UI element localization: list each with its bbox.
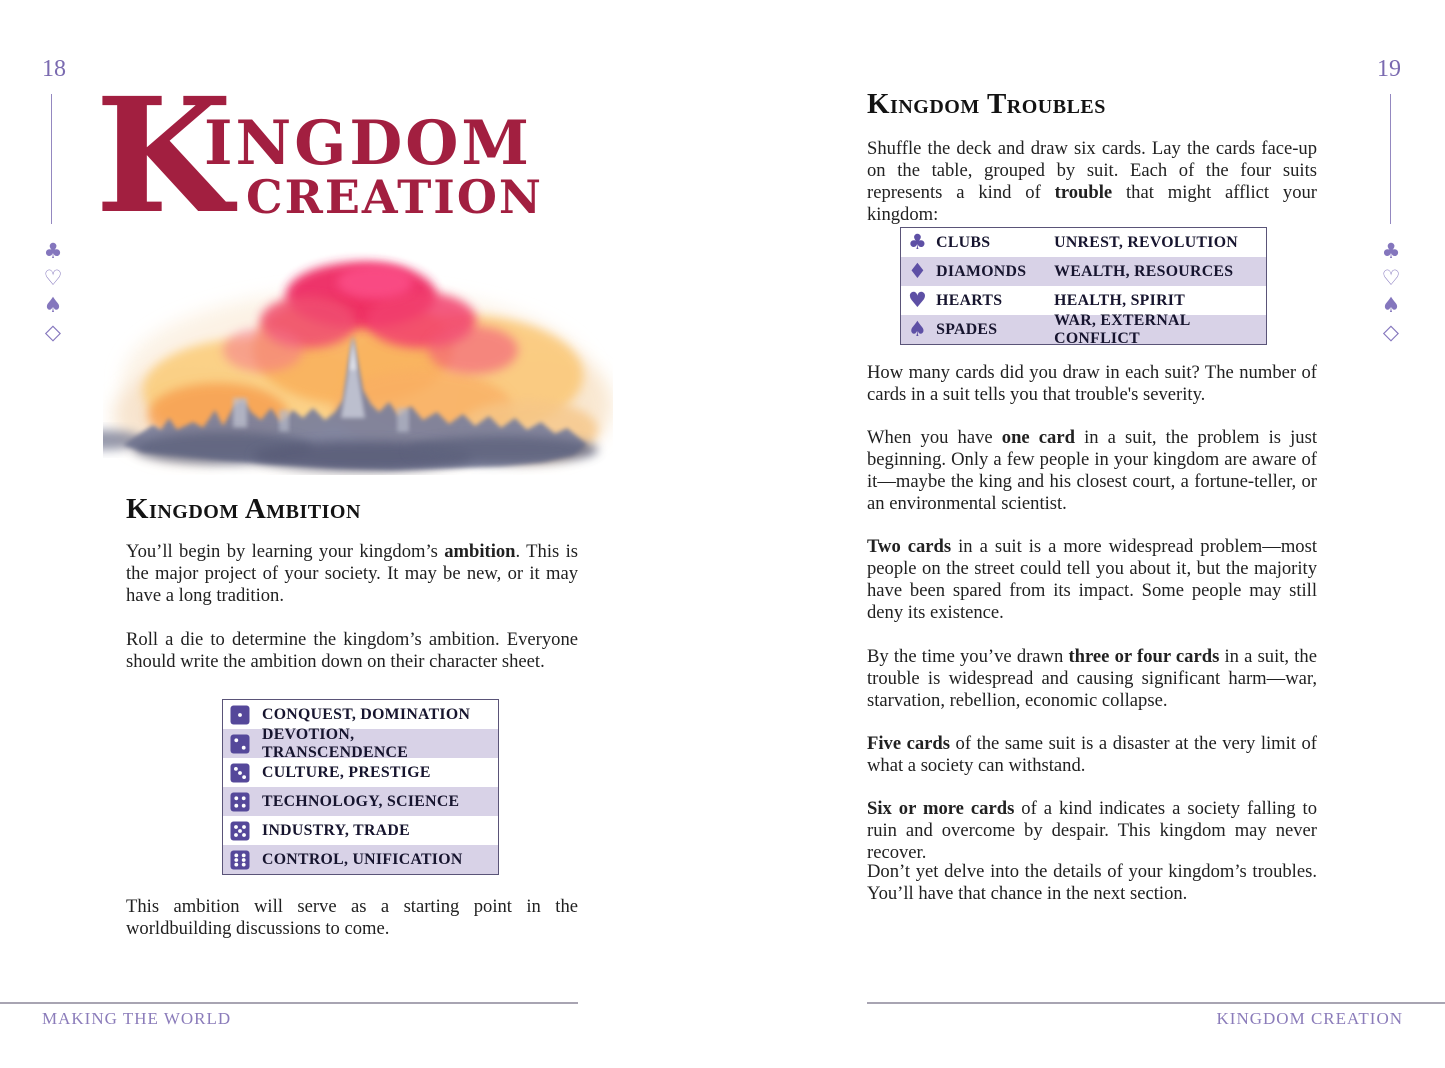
bold-text: three or four cards	[1068, 646, 1220, 667]
right-margin-suits	[1378, 240, 1404, 343]
text: in a suit, the problem is just beginning. Only a few people in your kingdom are aware of it—maybe the king and his closest court, a fortune-teller, or an environmental scientist.	[867, 427, 1317, 514]
troubles-paragraph-7	[867, 798, 1317, 864]
ambition-closing-paragraph	[126, 896, 578, 940]
text: This ambition will serve as a starting point in the worldbuilding discussions to come.	[126, 896, 578, 939]
dice-row-label: TECHNOLOGY, SCIENCE	[262, 792, 460, 810]
suit-table-row	[901, 311, 1266, 347]
text: Roll a die to determine the kingdom’s ambition. Everyone should write the ambition down on their character sheet.	[126, 629, 578, 672]
dice-table-row	[223, 816, 498, 845]
bold-text: Six or more cards	[867, 798, 1015, 819]
suit-table-row	[901, 228, 1266, 257]
die-5-icon	[230, 821, 250, 841]
suit-name: SPADES	[936, 320, 998, 338]
kingdom-title-subtitle: CREATION	[246, 170, 543, 224]
ambition-paragraph-1	[126, 541, 578, 607]
suit-name: HEARTS	[936, 291, 1003, 309]
troubles-paragraph-1	[867, 138, 1317, 226]
text: that might afflict your kingdom:	[867, 182, 1317, 225]
heart-outline-icon: ♡	[43, 266, 63, 290]
suit-trouble-table	[900, 227, 1267, 345]
left-page-number: 18	[42, 56, 66, 82]
dice-row-label: DEVOTION, TRANSCENDENCE	[262, 725, 409, 761]
suit-trouble: UNREST, REVOLUTION	[1054, 233, 1238, 251]
text: in a suit, the trouble is widespread and causing significant harm—war, starvation, rebellion, economic collapse.	[867, 646, 1317, 711]
spade-icon: ♠	[1381, 293, 1401, 317]
hearts-icon: ♥	[908, 288, 928, 312]
dice-row-label: CULTURE, PRESTIGE	[262, 763, 431, 781]
text: . This is the major project of your society. It may be new, or it may have a long tradition.	[126, 541, 578, 606]
left-footer-text: MAKING THE WORLD	[42, 1009, 232, 1028]
bold-text: Five cards	[867, 733, 950, 754]
suit-table-row	[901, 257, 1266, 286]
club-icon: ♣	[43, 239, 63, 263]
troubles-paragraph-5	[867, 646, 1317, 712]
right-footer-text: KINGDOM CREATION	[1216, 1009, 1403, 1028]
text: Don’t yet delve into the details of your kingdom’s troubles. You’ll have that chance in the next section.	[867, 861, 1317, 904]
suit-name: DIAMONDS	[936, 262, 1027, 280]
section-heading-kingdom-troubles: Kingdom Troubles	[867, 88, 1106, 120]
suit-name: CLUBS	[936, 233, 991, 251]
dice-row-label: CONQUEST, DOMINATION	[262, 705, 471, 723]
die-6-icon	[230, 850, 250, 870]
bold-text: trouble	[1054, 182, 1113, 203]
kingdom-title-rest: INGDOM	[204, 108, 532, 179]
kingdom-watercolor-illustration	[103, 240, 613, 475]
diamond-outline-icon: ◇	[44, 320, 62, 344]
club-icon: ♣	[1381, 239, 1401, 263]
section-heading-kingdom-ambition: Kingdom Ambition	[126, 493, 361, 525]
spades-icon: ♠	[908, 317, 928, 341]
text: When you have	[867, 427, 1002, 448]
right-page-number: 19	[1377, 56, 1401, 82]
text: of the same suit is a disaster at the very limit of what a society can withstand.	[867, 733, 1317, 776]
diamonds-icon: ♦	[908, 259, 928, 283]
troubles-paragraph-6	[867, 733, 1317, 777]
troubles-paragraph-2	[867, 362, 1317, 406]
suit-trouble: WAR, EXTERNAL CONFLICT	[1054, 311, 1190, 347]
troubles-paragraph-3	[867, 427, 1317, 515]
dice-table-row	[223, 758, 498, 787]
ambition-paragraph-2	[126, 629, 578, 673]
text: Shuffle the deck and draw six cards. Lay the cards face-up on the table, grouped by suit. Each of the four suits represents a kind of	[867, 138, 1317, 203]
dice-row-label: CONTROL, UNIFICATION	[262, 850, 463, 868]
troubles-paragraph-4	[867, 536, 1317, 624]
die-2-icon	[230, 734, 250, 754]
bold-text: Two cards	[867, 536, 952, 557]
spade-icon: ♠	[43, 293, 63, 317]
text: in a suit is a more widespread problem—most people on the street could tell you about it, but the majority have been spared from its impact. Some people may still deny its existence.	[867, 536, 1317, 623]
left-margin-suits	[40, 240, 66, 343]
text: of a kind indicates a society falling to ruin and overcome by despair. This kingdom may never recover.	[867, 798, 1317, 863]
right-margin-rule	[1390, 94, 1391, 224]
suit-trouble: WEALTH, RESOURCES	[1054, 262, 1234, 280]
troubles-paragraph-8	[867, 861, 1317, 905]
text: You’ll begin by learning your kingdom’s	[126, 541, 445, 562]
ambition-dice-table	[222, 699, 499, 875]
kingdom-title-initial: K	[95, 64, 233, 249]
text: By the time you’ve drawn	[867, 646, 1069, 667]
dice-row-label: INDUSTRY, TRADE	[262, 821, 410, 839]
left-footer-rule	[0, 1002, 578, 1004]
left-margin-rule	[51, 94, 52, 224]
clubs-icon: ♣	[908, 230, 928, 254]
dice-table-row	[223, 725, 498, 761]
diamond-outline-icon: ◇	[1382, 320, 1400, 344]
bold-text: ambition	[444, 541, 516, 562]
right-footer-rule	[867, 1002, 1445, 1004]
dice-table-row	[223, 845, 498, 874]
text: How many cards did you draw in each suit? The number of cards in a suit tells you that trouble's severity.	[867, 362, 1317, 405]
die-1-icon	[230, 705, 250, 725]
die-4-icon	[230, 792, 250, 812]
suit-trouble: HEALTH, SPIRIT	[1054, 291, 1186, 309]
heart-outline-icon: ♡	[1381, 266, 1401, 290]
bold-text: one card	[1001, 427, 1075, 448]
dice-table-row	[223, 787, 498, 816]
die-3-icon	[230, 763, 250, 783]
